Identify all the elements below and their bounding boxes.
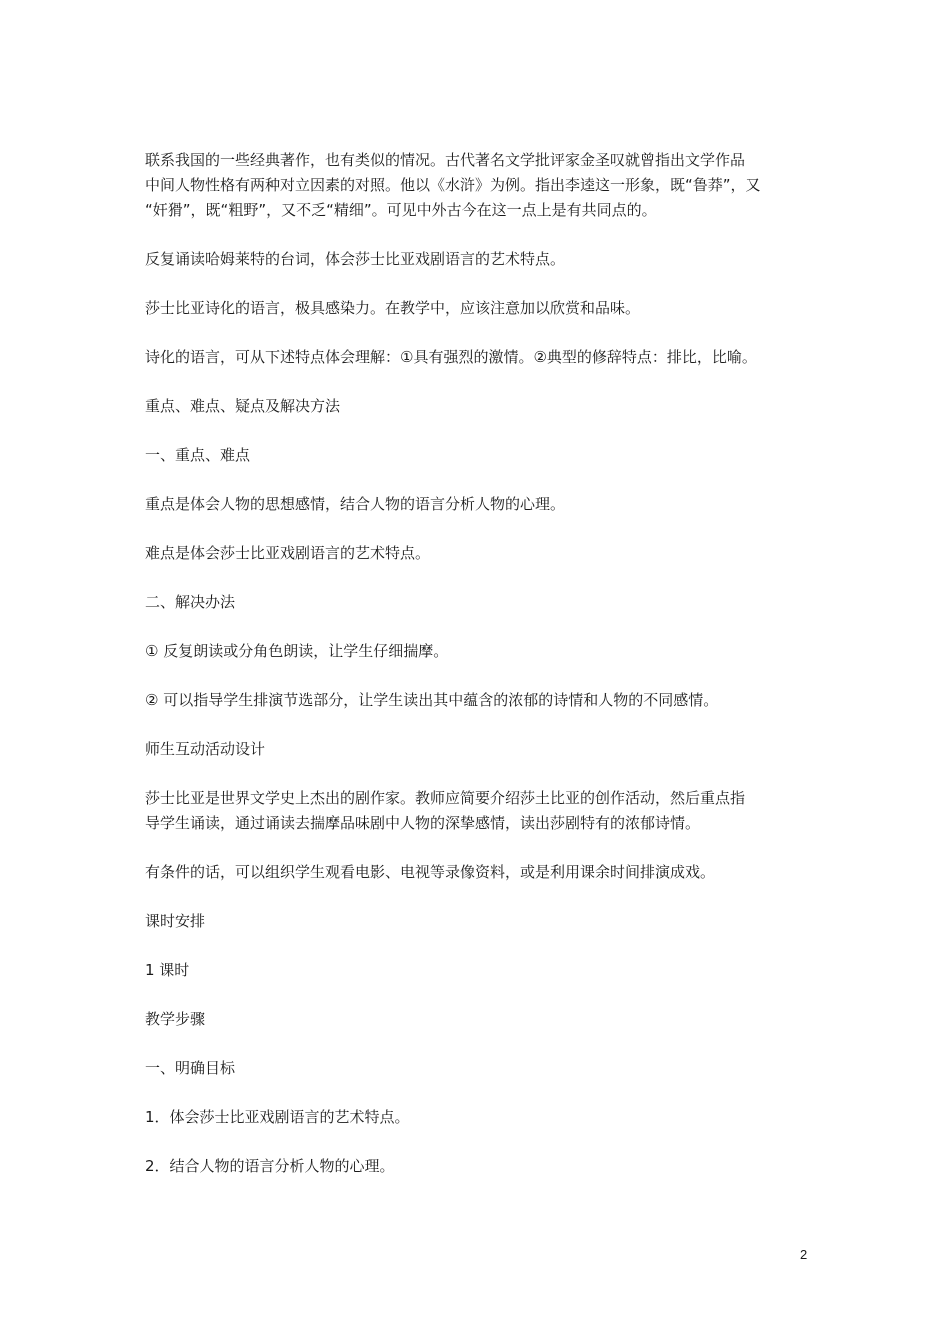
text-line: 难点是体会莎士比亚戏剧语言的艺术特点。 bbox=[145, 544, 431, 562]
section-heading bbox=[145, 590, 820, 615]
list-item bbox=[145, 1105, 820, 1130]
paragraph bbox=[145, 492, 820, 517]
text-line: 莎士比亚诗化的语言，极具感染力。在教学中，应该注意加以欣赏和品味。 bbox=[145, 299, 641, 317]
section-heading bbox=[145, 443, 820, 468]
section-heading bbox=[145, 394, 820, 419]
text-line: 课时安排 bbox=[145, 912, 206, 930]
text-line: 联系我国的一些经典著作，也有类似的情况。古代著名文学批评家金圣叹就曾指出文学作品 bbox=[145, 151, 746, 169]
section-heading bbox=[145, 1056, 820, 1081]
paragraph bbox=[145, 345, 820, 370]
section-heading bbox=[145, 1007, 820, 1032]
section-heading bbox=[145, 737, 820, 762]
text-line: 诗化的语言，可从下述特点体会理解：①具有强烈的激情。②典型的修辞特点：排比，比喻。 bbox=[145, 348, 757, 366]
paragraph bbox=[145, 860, 820, 885]
page-number: 2 bbox=[800, 1247, 808, 1262]
paragraph bbox=[145, 786, 820, 836]
text-line: 2．结合人物的语言分析人物的心理。 bbox=[145, 1157, 395, 1175]
text-line: 一、重点、难点 bbox=[145, 446, 251, 464]
section-heading bbox=[145, 909, 820, 934]
list-item bbox=[145, 639, 820, 664]
paragraph bbox=[145, 148, 820, 223]
text-line: 1 课时 bbox=[145, 961, 190, 979]
text-line: 莎士比亚是世界文学史上杰出的剧作家。教师应简要介绍莎土比亚的创作活动，然后重点指 bbox=[145, 789, 746, 807]
paragraph bbox=[145, 247, 820, 272]
list-item bbox=[145, 688, 820, 713]
text-line: ② 可以指导学生排演节选部分，让学生读出其中蕴含的浓郁的诗情和人物的不同感情。 bbox=[145, 691, 719, 709]
text-line: 1．体会莎士比亚戏剧语言的艺术特点。 bbox=[145, 1108, 410, 1126]
text-line: 中间人物性格有两种对立因素的对照。他以《水浒》为例。指出李逵这一形象，既“鲁莽”，又 bbox=[145, 176, 761, 194]
text-line: 反复诵读哈姆莱特的台词，体会莎士比亚戏剧语言的艺术特点。 bbox=[145, 250, 566, 268]
text-line: 重点是体会人物的思想感情，结合人物的语言分析人物的心理。 bbox=[145, 495, 566, 513]
text-line: 师生互动活动设计 bbox=[145, 740, 266, 758]
paragraph bbox=[145, 958, 820, 983]
list-item bbox=[145, 1154, 820, 1179]
text-line: 有条件的话，可以组织学生观看电影、电视等录像资料，或是利用课余时间排演成戏。 bbox=[145, 863, 716, 881]
page-content bbox=[145, 148, 820, 1203]
text-line: 一、明确目标 bbox=[145, 1059, 236, 1077]
text-line: 导学生诵读，通过诵读去揣摩品味剧中人物的深挚感情，读出莎剧特有的浓郁诗情。 bbox=[145, 814, 701, 832]
text-line: 教学步骤 bbox=[145, 1010, 206, 1028]
text-line: 二、解决办法 bbox=[145, 593, 236, 611]
paragraph bbox=[145, 296, 820, 321]
text-line: “奸猾”，既“粗野”，又不乏“精细”。可见中外古今在这一点上是有共同点的。 bbox=[145, 201, 657, 219]
paragraph bbox=[145, 541, 820, 566]
text-line: ① 反复朗读或分角色朗读，让学生仔细揣摩。 bbox=[145, 642, 449, 660]
text-line: 重点、难点、疑点及解决方法 bbox=[145, 397, 341, 415]
